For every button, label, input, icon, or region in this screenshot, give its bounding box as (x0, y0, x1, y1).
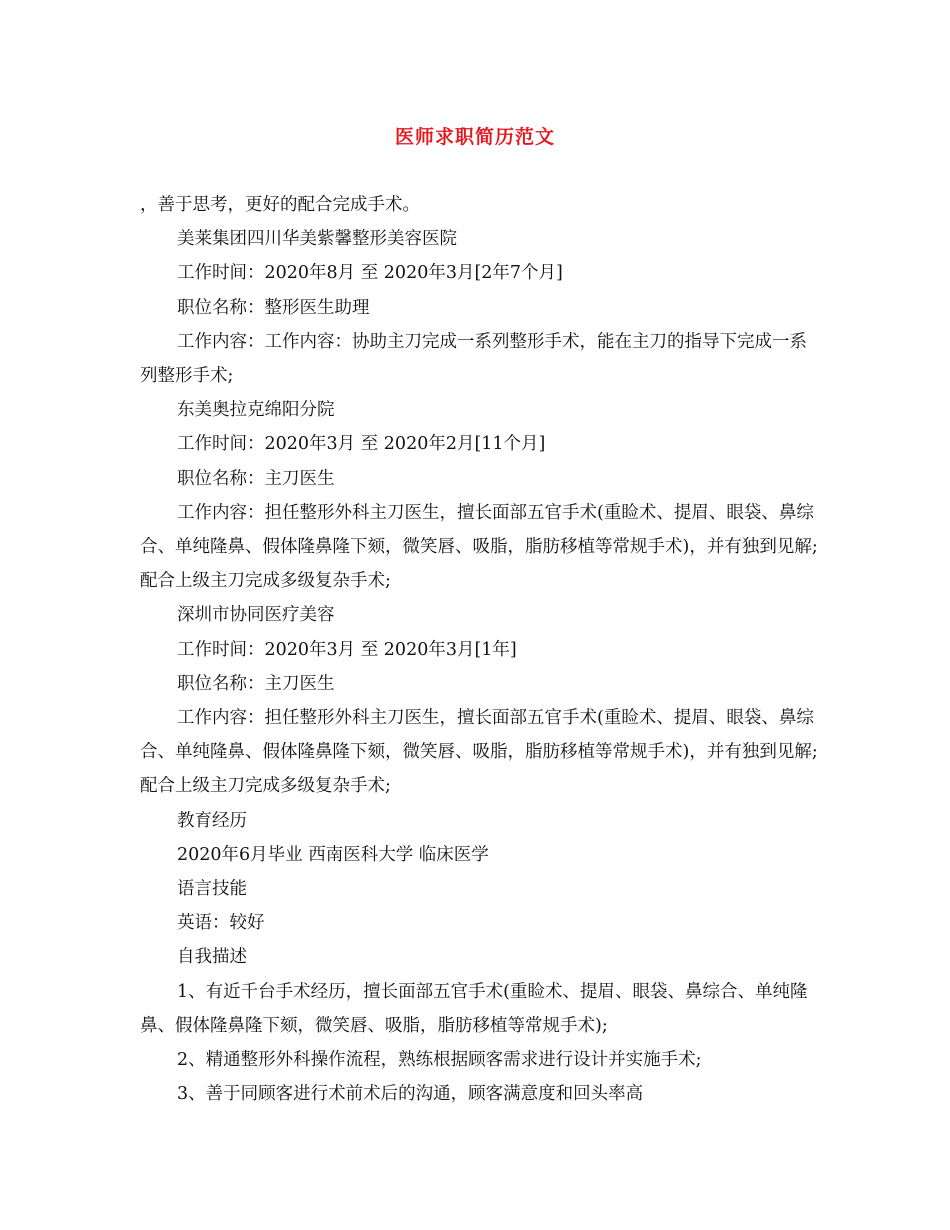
work-period: 工作时间：2020年3月 至 2020年3月[1年] (177, 639, 517, 660)
self-description-item: 2、精通整形外科操作流程，熟练根据顾客需求进行设计并实施手术; (177, 1050, 702, 1071)
section-heading-education: 教育经历 (177, 810, 247, 831)
employer-name: 美莱集团四川华美紫馨整形美容医院 (177, 229, 457, 250)
paragraph-continuation: ，善于思考，更好的配合完成手术。 (140, 195, 420, 215)
job-description: 工作内容：担任整形外科主刀医生，擅长面部五官手术(重睑术、提眉、眼袋、鼻综合、单纯隆鼻、假体隆鼻隆下颏，微笑唇、吸脂，脂肪移植等常规手术)，并有独到见解;配合上级主刀完成多级复杂手术; (140, 502, 818, 592)
language-entry: 英语：较好 (177, 913, 265, 934)
employer-name: 深圳市协同医疗美容 (177, 605, 335, 626)
job-description: 工作内容：工作内容：协助主刀完成一系列整形手术，能在主刀的指导下完成一系列整形手术; (140, 331, 807, 387)
employer-name: 东美奥拉克绵阳分院 (177, 400, 335, 421)
work-period: 工作时间：2020年3月 至 2020年2月[11个月] (177, 434, 546, 455)
document-body (140, 188, 820, 1111)
section-heading-languages: 语言技能 (177, 879, 247, 900)
work-period: 工作时间：2020年8月 至 2020年3月[2年7个月] (177, 263, 563, 284)
self-description-item: 3、善于同顾客进行术前术后的沟通，顾客满意度和回头率高 (177, 1084, 644, 1105)
self-description-item: 1、有近千台手术经历，擅长面部五官手术(重睑术、提眉、眼袋、鼻综合、单纯隆鼻、假体隆鼻隆下颏，微笑唇、吸脂，脂肪移植等常规手术); (140, 981, 808, 1036)
education-entry: 2020年6月毕业 西南医科大学 临床医学 (177, 844, 489, 865)
job-description: 工作内容：担任整形外科主刀医生，擅长面部五官手术(重睑术、提眉、眼袋、鼻综合、单纯隆鼻、假体隆鼻隆下颏，微笑唇、吸脂，脂肪移植等常规手术)，并有独到见解;配合上级主刀完成多级复杂手术; (140, 708, 818, 797)
document-title: 医师求职简历范文 (394, 126, 555, 148)
position-title: 职位名称：主刀医生 (177, 468, 335, 489)
section-heading-self-description: 自我描述 (177, 947, 247, 968)
position-title: 职位名称：主刀医生 (177, 673, 335, 694)
position-title: 职位名称：整形医生助理 (177, 297, 370, 318)
